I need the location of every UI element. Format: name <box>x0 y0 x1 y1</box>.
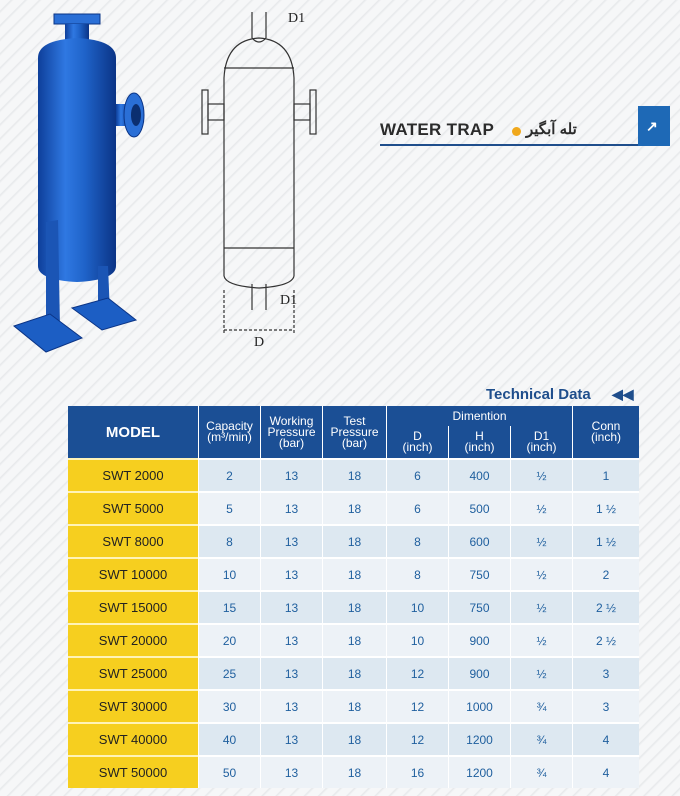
cell-h: 900 <box>448 623 510 656</box>
cell-capacity: 20 <box>198 623 260 656</box>
d1-top-label: D1 <box>288 11 306 26</box>
cell-working-pressure: 13 <box>260 590 322 623</box>
table-row <box>68 590 639 623</box>
cell-working-pressure: 13 <box>260 623 322 656</box>
table-row <box>68 722 639 755</box>
table-row <box>68 656 639 689</box>
cell-working-pressure: 13 <box>260 689 322 722</box>
cell-conn: 1 ½ <box>572 524 639 557</box>
cell-capacity: 5 <box>198 491 260 524</box>
product-heading <box>380 118 680 148</box>
table-row <box>68 524 639 557</box>
table-row <box>68 689 639 722</box>
dimension-drawing <box>196 8 338 354</box>
cell-model: SWT 30000 <box>68 689 198 722</box>
cell-conn: 1 ½ <box>572 491 639 524</box>
cell-d1: ½ <box>510 524 572 557</box>
header-dimention: Dimention <box>386 406 572 426</box>
double-arrow-icon: ◀◀ <box>612 386 634 402</box>
cell-model: SWT 8000 <box>68 524 198 557</box>
cell-model: SWT 10000 <box>68 557 198 590</box>
cell-capacity: 10 <box>198 557 260 590</box>
cell-capacity: 8 <box>198 524 260 557</box>
cell-capacity: 15 <box>198 590 260 623</box>
cell-d: 6 <box>386 458 448 491</box>
cell-d1: ¾ <box>510 755 572 788</box>
table-row <box>68 755 639 788</box>
heading-rule <box>380 144 638 146</box>
cell-model: SWT 40000 <box>68 722 198 755</box>
cell-working-pressure: 13 <box>260 458 322 491</box>
cell-conn: 4 <box>572 755 639 788</box>
technical-data-table <box>68 406 639 788</box>
cell-h: 750 <box>448 590 510 623</box>
header-model: MODEL <box>68 406 198 458</box>
header-capacity: Capacity (m³/min) <box>198 406 260 458</box>
water-trap-photo <box>10 8 170 356</box>
cell-conn: 4 <box>572 722 639 755</box>
cell-working-pressure: 13 <box>260 722 322 755</box>
cell-d: 12 <box>386 689 448 722</box>
cell-d: 12 <box>386 656 448 689</box>
cell-test-pressure: 18 <box>322 557 386 590</box>
cell-h: 1000 <box>448 689 510 722</box>
header-d1: D1 (inch) <box>510 426 572 458</box>
cell-test-pressure: 18 <box>322 590 386 623</box>
cell-h: 750 <box>448 557 510 590</box>
cell-d: 8 <box>386 557 448 590</box>
cell-d1: ½ <box>510 491 572 524</box>
cell-test-pressure: 18 <box>322 623 386 656</box>
table-row <box>68 458 639 491</box>
cell-model: SWT 25000 <box>68 656 198 689</box>
cell-working-pressure: 13 <box>260 491 322 524</box>
d-label: D <box>254 335 265 350</box>
cell-d1: ¾ <box>510 722 572 755</box>
cell-test-pressure: 18 <box>322 689 386 722</box>
cell-h: 500 <box>448 491 510 524</box>
cell-capacity: 50 <box>198 755 260 788</box>
d1-bottom-label: D1 <box>280 293 298 308</box>
cell-d: 6 <box>386 491 448 524</box>
header-test-pressure: Test Pressure (bar) <box>322 406 386 458</box>
cell-capacity: 2 <box>198 458 260 491</box>
cell-h: 1200 <box>448 755 510 788</box>
cell-working-pressure: 13 <box>260 656 322 689</box>
table-row <box>68 557 639 590</box>
cell-h: 1200 <box>448 722 510 755</box>
cell-d: 8 <box>386 524 448 557</box>
cell-working-pressure: 13 <box>260 755 322 788</box>
section-title: Technical Data <box>486 386 591 403</box>
cell-test-pressure: 18 <box>322 722 386 755</box>
cell-d: 12 <box>386 722 448 755</box>
cell-d1: ¾ <box>510 689 572 722</box>
cell-d: 10 <box>386 590 448 623</box>
cell-model: SWT 2000 <box>68 458 198 491</box>
cell-conn: 2 ½ <box>572 623 639 656</box>
cell-model: SWT 20000 <box>68 623 198 656</box>
cell-conn: 3 <box>572 689 639 722</box>
cell-test-pressure: 18 <box>322 491 386 524</box>
cell-h: 400 <box>448 458 510 491</box>
cell-d: 10 <box>386 623 448 656</box>
cell-conn: 2 <box>572 557 639 590</box>
cell-conn: 1 <box>572 458 639 491</box>
corner-badge <box>638 106 670 146</box>
cell-working-pressure: 13 <box>260 557 322 590</box>
cell-model: SWT 50000 <box>68 755 198 788</box>
cell-model: SWT 5000 <box>68 491 198 524</box>
cell-d1: ½ <box>510 557 572 590</box>
cell-test-pressure: 18 <box>322 524 386 557</box>
cell-d1: ½ <box>510 623 572 656</box>
cell-d1: ½ <box>510 590 572 623</box>
header-h: H (inch) <box>448 426 510 458</box>
cell-h: 600 <box>448 524 510 557</box>
table-row <box>68 623 639 656</box>
cell-working-pressure: 13 <box>260 524 322 557</box>
header-working-pressure: Working Pressure (bar) <box>260 406 322 458</box>
cell-test-pressure: 18 <box>322 458 386 491</box>
arrow-icon: ↗ <box>646 118 658 134</box>
cell-capacity: 40 <box>198 722 260 755</box>
cell-h: 900 <box>448 656 510 689</box>
bullet-dot-icon <box>512 127 521 136</box>
product-title: WATER TRAP <box>380 120 495 139</box>
cell-test-pressure: 18 <box>322 656 386 689</box>
header-d: D (inch) <box>386 426 448 458</box>
table-row <box>68 491 639 524</box>
product-title-persian: تله آبگیر <box>526 121 577 138</box>
cell-d1: ½ <box>510 458 572 491</box>
cell-conn: 2 ½ <box>572 590 639 623</box>
cell-test-pressure: 18 <box>322 755 386 788</box>
cell-capacity: 30 <box>198 689 260 722</box>
header-conn: Conn (inch) <box>572 406 639 458</box>
cell-model: SWT 15000 <box>68 590 198 623</box>
cell-conn: 3 <box>572 656 639 689</box>
cell-capacity: 25 <box>198 656 260 689</box>
cell-d: 16 <box>386 755 448 788</box>
cell-d1: ½ <box>510 656 572 689</box>
